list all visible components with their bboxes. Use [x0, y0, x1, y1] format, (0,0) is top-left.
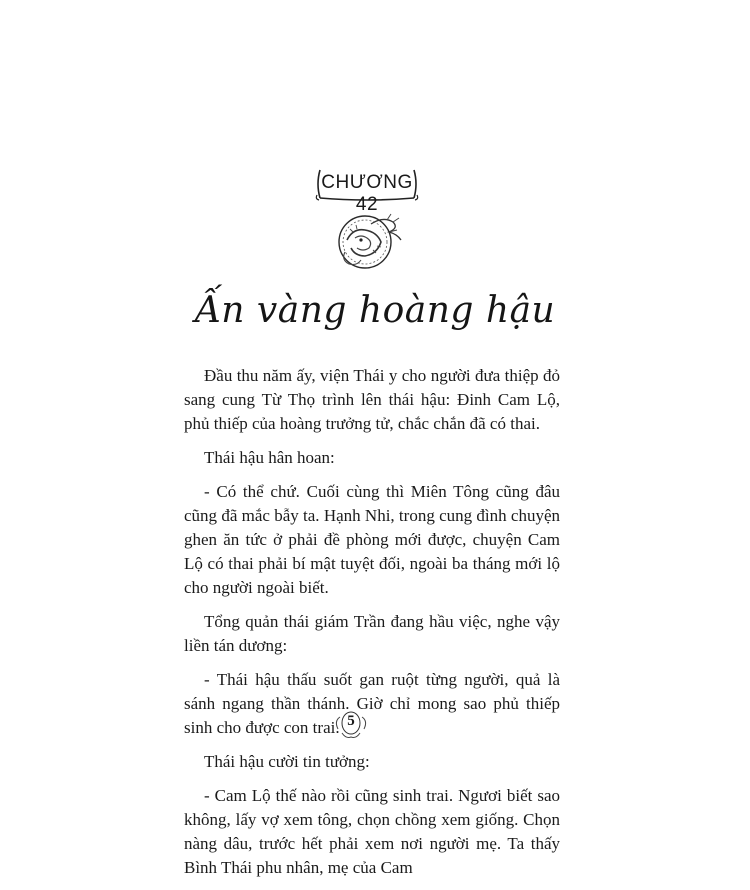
- body-text: [184, 364, 560, 890]
- chapter-label: CHƯƠNG 42: [321, 172, 413, 215]
- paragraph: Đầu thu năm ấy, viện Thái y cho người đưa thiệp đỏ sang cung Từ Thọ trình lên thái hậu: Đinh Cam Lộ, phủ thiếp của hoàng trưởng tử, chắc chắn đã có thai.: [184, 366, 560, 433]
- paragraph: - Thái hậu thấu suốt gan ruột từng người, quả là sánh ngang thần thánh. Giờ chỉ mong sao phủ thiếp sinh cho được con trai.: [184, 670, 560, 737]
- chapter-title: Ấn vàng hoàng hậu: [194, 290, 556, 331]
- paragraph: - Có thể chứ. Cuối cùng thì Miên Tông cũng đâu cũng đã mắc bẫy ta. Hạnh Nhi, trong cung đình chuyện ghen ăn tức ở phải đề phòng mới được, chuyện Cam Lộ có thai phải bí mật tuyệt đối, ngoài ba tháng mới lộ cho người ngoài biết.: [184, 482, 560, 597]
- paragraph: - Cam Lộ thế nào rồi cũng sinh trai. Ngươi biết sao không, lấy vợ xem tông, chọn chồng xem giống. Chọn nàng dâu, trước hết phải xem nơi người mẹ. Ta thấy Bình Thái phu nhân, mẹ của Cam: [184, 786, 560, 877]
- paragraph: Tổng quản thái giám Trần đang hầu việc, nghe vậy liền tán dương:: [184, 612, 560, 655]
- dragon-phoenix-emblem-icon: [327, 210, 409, 272]
- paragraph: Thái hậu hân hoan:: [204, 448, 335, 467]
- page-number: 5: [347, 713, 355, 729]
- paragraph: Thái hậu cười tin tưởng:: [204, 752, 370, 771]
- chapter-label-frame: [314, 166, 420, 215]
